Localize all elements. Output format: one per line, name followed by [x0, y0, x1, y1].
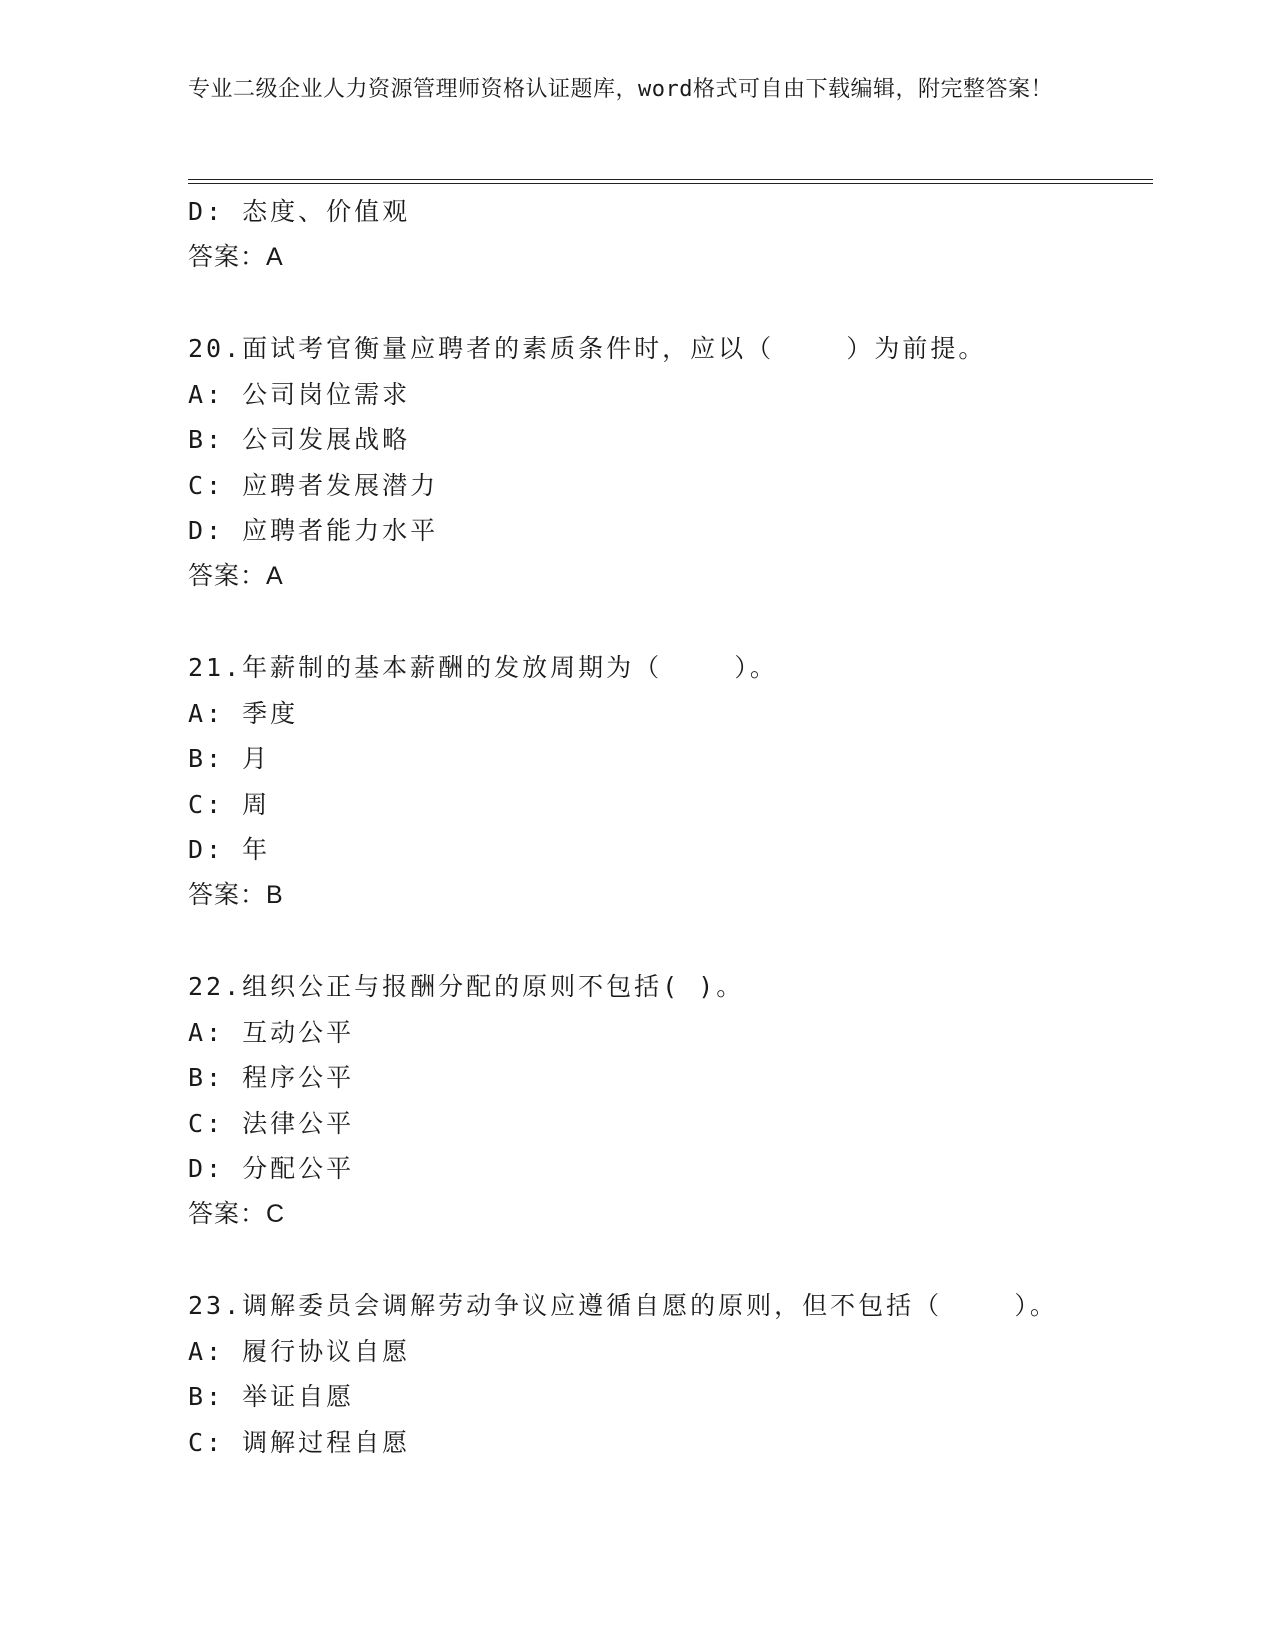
- option-line: D: 年: [188, 835, 271, 864]
- block-gap: [188, 280, 1153, 326]
- option-line: B: 月: [188, 744, 271, 773]
- header-rule-bottom: [188, 183, 1153, 184]
- option-line: B: 公司发展战略: [188, 425, 411, 454]
- answer-line: 答案：B: [188, 880, 284, 909]
- answer-line: 答案：A: [188, 242, 284, 271]
- block-gap: [188, 599, 1153, 645]
- option-line: A: 季度: [188, 698, 299, 728]
- header-rule-top: [188, 179, 1153, 180]
- option-line: A: 履行协议自愿: [188, 1336, 411, 1366]
- question-block: [188, 645, 1153, 918]
- option-line: C: 调解过程自愿: [188, 1427, 411, 1457]
- block-gap: [188, 918, 1153, 964]
- question-block: [188, 964, 1153, 1237]
- question-text: 22.组织公正与报酬分配的原则不包括( )。: [188, 972, 745, 1001]
- question-block: [188, 189, 1153, 280]
- option-line: B: 举证自愿: [188, 1382, 355, 1411]
- option-line: A: 互动公平: [188, 1017, 355, 1047]
- option-line: D: 态度、价值观: [188, 197, 411, 226]
- option-line: C: 周: [188, 789, 271, 819]
- option-line: D: 应聘者能力水平: [188, 516, 439, 545]
- question-text: 21.年薪制的基本薪酬的发放周期为（ ）。: [188, 653, 778, 682]
- answer-line: 答案：C: [188, 1199, 286, 1228]
- option-line: D: 分配公平: [188, 1154, 355, 1183]
- option-line: B: 程序公平: [188, 1063, 355, 1092]
- question-text: 23.调解委员会调解劳动争议应遵循自愿的原则，但不包括（ ）。: [188, 1291, 1058, 1320]
- question-list: [188, 189, 1153, 1465]
- option-line: A: 公司岗位需求: [188, 379, 411, 409]
- question-text: 20.面试考官衡量应聘者的素质条件时，应以（ ）为前提。: [188, 334, 987, 363]
- option-line: C: 应聘者发展潜力: [188, 470, 439, 500]
- answer-line: 答案：A: [188, 561, 284, 590]
- document-header: 专业二级企业人力资源管理师资格认证题库，word格式可自由下载编辑，附完整答案！: [188, 77, 1053, 102]
- block-gap: [188, 1237, 1153, 1283]
- question-block: [188, 1283, 1153, 1465]
- option-line: C: 法律公平: [188, 1108, 355, 1138]
- question-block: [188, 326, 1153, 599]
